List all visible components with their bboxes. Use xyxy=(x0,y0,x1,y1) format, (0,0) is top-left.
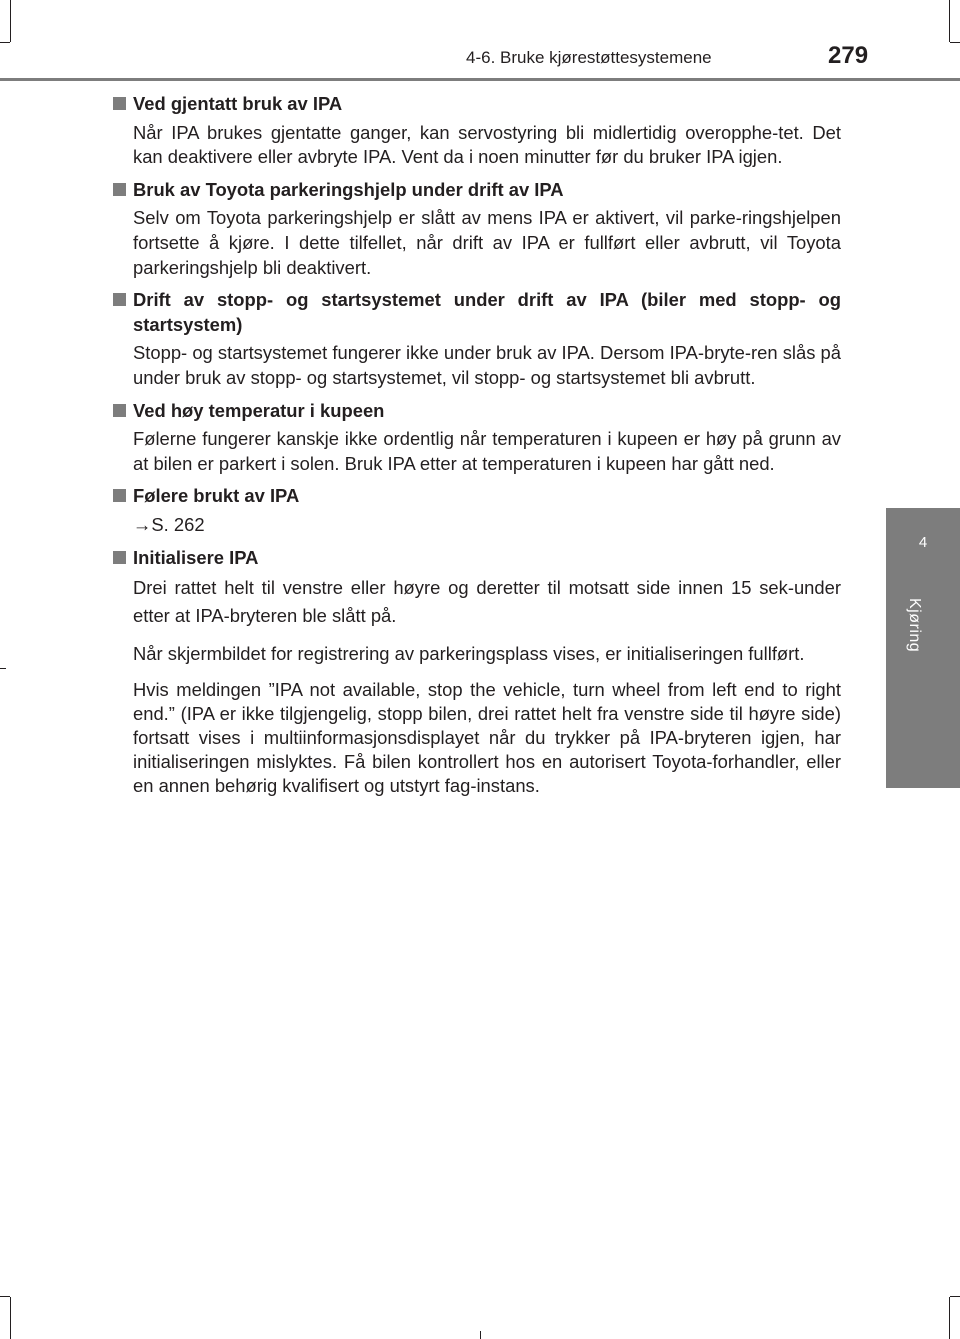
section-heading xyxy=(113,484,841,509)
section-initialize xyxy=(113,546,841,799)
section-high-temperature xyxy=(113,399,841,477)
section-paragraph: Drei rattet helt til venstre eller høyre og deretter til motsatt side innen 15 sek-under etter at IPA-bryteren ble slått på. xyxy=(133,577,841,627)
section-heading xyxy=(113,92,841,117)
chapter-tab xyxy=(886,588,960,788)
crop-mark xyxy=(10,0,11,42)
section-parking-assist xyxy=(113,178,841,280)
section-paragraph: Følerne fungerer kanskje ikke ordentlig når temperaturen i kupeen er høy på grunn av at bilen er parkert i solen. Bruk IPA etter at temperaturen i kupeen har gått ned. xyxy=(133,428,841,474)
crop-mark xyxy=(0,1296,10,1297)
section-heading-text: Ved gjentatt bruk av IPA xyxy=(133,93,343,114)
header-rule xyxy=(0,78,960,81)
section-paragraph: Selv om Toyota parkeringshjelp er slått av mens IPA er aktivert, vil parke-ringshjelpen fortsette å kjøre. I dette tilfellet, når drift av IPA er fullført eller avbrutt, vil Toyota parkeringshjelp bli deaktivert. xyxy=(133,207,841,278)
section-heading-text: Følere brukt av IPA xyxy=(133,485,300,507)
section-heading-text: Drift av stopp- og startsystemet under drift av IPA (biler med stopp- og startsystem) xyxy=(133,289,841,335)
section-stop-start xyxy=(113,288,841,390)
page-reference-link[interactable]: →S. 262 xyxy=(133,513,205,535)
crop-mark xyxy=(949,1297,950,1339)
header-section-title: 4-6. Bruke kjørestøttesystemene xyxy=(466,48,712,67)
crop-mark xyxy=(949,0,950,42)
section-paragraph: Når skjermbildet for registrering av parkeringsplass vises, er initialiseringen fullført. xyxy=(133,643,805,665)
page-content xyxy=(113,92,841,806)
section-heading xyxy=(113,178,841,203)
square-bullet-icon xyxy=(113,551,126,564)
chapter-tab-number: 4 xyxy=(886,508,960,588)
square-bullet-icon xyxy=(113,293,126,306)
section-paragraph: Når IPA brukes gjentatte ganger, kan servostyring bli midlertidig overopphe-tet. Det kan deaktivere eller avbryte IPA. Vent da i noen minutter før du bruker IPA igjen. xyxy=(133,121,841,168)
section-paragraph: Stopp- og startsystemet fungerer ikke under bruk av IPA. Dersom IPA-bryte-ren slås på under bruk av stopp- og startsystemet, vil stopp- og startsystemet bli avbrutt. xyxy=(133,342,841,388)
crop-mark xyxy=(950,1296,960,1297)
crop-mark xyxy=(480,1331,481,1339)
section-heading xyxy=(113,546,841,571)
square-bullet-icon xyxy=(113,97,126,110)
square-bullet-icon xyxy=(113,183,126,196)
crop-mark xyxy=(0,668,6,669)
section-heading-text: Ved høy temperatur i kupeen xyxy=(133,399,385,421)
section-sensors xyxy=(113,484,841,537)
section-paragraph: Hvis meldingen ”IPA not available, stop the vehicle, turn wheel from left end to right end.” (IPA er ikke tilgjengelig, stopp bilen, drei rattet helt fra venstre side til høyre side) fortsatt vises i multiinformasjonsdisplayet når du trykker på IPA-bryteren igjen, har initialiseringen mislyktes. Få bilen kontrollert hos en autorisert Toyota-forhandler, eller en annen behørig kvalifisert og utstyrt fag-instans. xyxy=(133,679,841,797)
square-bullet-icon xyxy=(113,404,126,417)
section-heading xyxy=(113,288,841,337)
section-heading-text: Bruk av Toyota parkeringshjelp under drift av IPA xyxy=(133,178,564,200)
section-heading-text: Initialisere IPA xyxy=(133,546,259,568)
crop-mark xyxy=(950,42,960,43)
chapter-tab-label: Kjøring xyxy=(906,598,923,653)
square-bullet-icon xyxy=(113,489,126,502)
section-repeated-use xyxy=(113,92,841,170)
page-number: 279 xyxy=(828,42,869,69)
crop-mark xyxy=(0,42,10,43)
section-heading xyxy=(113,399,841,424)
crop-mark xyxy=(10,1297,11,1339)
